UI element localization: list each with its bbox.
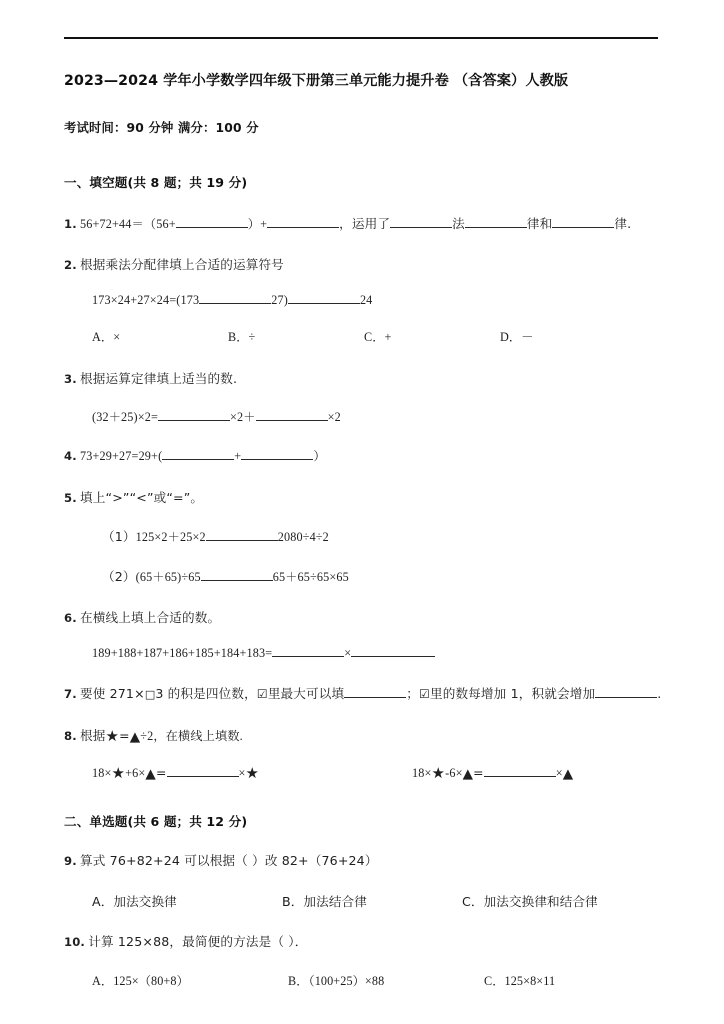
question-1-w2: 律和 [526,215,553,231]
question-1-w1: 法 [452,215,465,231]
question-1-blank-4[interactable] [465,227,527,228]
question-10-option-c[interactable]: C．125×8×11 [484,973,556,988]
question-1-blank-3[interactable] [390,227,452,228]
q8-right-b: -6× [445,765,463,780]
question-3-expr-c: ×2 [327,409,341,424]
triangle-icon: ▲ [129,728,141,745]
question-2-option-b[interactable]: B．÷ [228,329,256,344]
question-2-blank-2[interactable] [288,303,360,304]
question-5-sub-2-blank[interactable] [201,580,273,581]
q8-right-d: × [555,765,563,780]
checked-box-icon-1: ☑ [256,686,268,701]
question-2 [64,254,664,273]
question-8-stem-a: 根据 [80,727,106,743]
question-6-stem: 在横线上填上合适的数。 [80,609,221,625]
q8-left-a: 18× [92,765,112,780]
question-7-text-3: 里最大可以填 [267,685,345,701]
question-1 [64,213,664,232]
document-content [64,72,664,989]
question-1-blank-5[interactable] [552,227,614,228]
question-10-stem: 计算 125×88，最简便的方法是（ ）． [88,933,308,949]
question-5-stem: 填上“>”“<”或“=”。 [80,489,204,505]
question-5-sub-1-right: 2080÷4÷2 [277,529,329,544]
question-4-number: 4. [64,448,77,463]
question-10-options [64,972,664,989]
question-2-options [64,328,664,345]
q8-left-c: = [155,764,167,780]
question-7-text-5: 里的数每增加 1，积就会增加 [429,685,596,701]
question-3-number: 3. [64,371,77,386]
question-6 [64,607,664,626]
question-7-blank-1[interactable] [344,697,406,698]
question-5-sub-1-blank[interactable] [206,540,278,541]
question-7 [64,683,664,702]
question-8-right-expression [412,765,573,781]
question-6-expr-b: × [344,645,352,660]
question-2-number: 2. [64,257,77,272]
question-10-number: 10. [64,934,85,949]
question-9-option-c[interactable]: C．加法交换律和结合律 [462,893,598,909]
question-8-blank-1[interactable] [167,776,239,777]
question-8-stem-c: ÷2，在横线上填数. [140,728,243,743]
question-7-text-2: 3 的积是四位数， [155,685,257,701]
q8-left-b: +6× [125,765,146,780]
question-5-number: 5. [64,490,77,505]
question-6-number: 6. [64,610,77,625]
question-10 [64,931,664,950]
question-3-expression [64,408,664,425]
question-2-option-d[interactable]: D．－ [500,329,534,344]
question-9-option-b[interactable]: B．加法结合律 [282,893,367,909]
question-7-number: 7. [64,686,77,701]
question-1-blank-2[interactable] [267,227,339,228]
q8-left-d: × [238,765,246,780]
triangle-icon: ▲ [145,765,156,782]
question-3 [64,368,664,387]
question-5-sub-2-left: (65＋65)÷65 [135,569,201,584]
triangle-icon: ▲ [462,765,474,782]
question-5-sub-2-label: （2） [102,568,136,584]
question-2-option-c[interactable]: C．+ [364,329,392,344]
question-1-mid1: ）+ [247,216,268,231]
question-9 [64,850,664,869]
question-2-stem: 根据乘法分配律填上合适的运算符号 [80,256,284,272]
question-7-blank-2[interactable] [595,697,657,698]
question-4-blank-2[interactable] [241,459,313,460]
question-3-blank-1[interactable] [158,420,230,421]
question-1-mid2: ，运用了 [339,215,391,231]
page-title: 2023—2024 学年小学数学四年级下册第三单元能力提升卷 （含答案）人教版 [64,73,569,89]
triangle-icon: ▲ [562,765,574,782]
header-rule [64,37,658,39]
question-3-expr-b: ×2＋ [230,409,256,424]
question-7-text-4: ； [406,685,420,701]
question-4-blank-1[interactable] [162,459,234,460]
section-heading-fill-blank: 一、填空题(共 8 题；共 19 分) [64,174,248,190]
question-7-text-6: . [657,685,662,701]
question-5-sub-1-left: 125×2＋25×2 [135,529,206,544]
question-8-stem-b: = [119,727,130,743]
question-3-expr-a: (32＋25)×2= [92,409,159,424]
question-5-sub-1 [64,526,664,545]
question-4-expr-b: + [234,448,242,463]
question-8 [64,725,664,744]
exam-meta: 考试时间：90 分钟 满分：100 分 [64,120,259,135]
q8-right-a: 18× [412,765,432,780]
question-9-option-a[interactable]: A．加法交换律 [92,893,177,909]
question-5-sub-2 [64,566,664,585]
question-9-number: 9. [64,853,77,868]
question-5-sub-2-right: 65＋65÷65×65 [272,569,349,584]
question-9-options [64,891,664,910]
question-3-blank-2[interactable] [256,420,328,421]
question-8-number: 8. [64,728,77,743]
question-10-option-b[interactable]: B．（100+25）×88 [288,973,385,988]
q8-right-c: = [473,764,484,780]
section-heading-single-choice: 二、单选题(共 6 题；共 12 分) [64,813,248,829]
question-8-expressions [64,765,664,781]
empty-box-icon: □ [144,687,156,701]
question-8-left-expression [64,765,412,781]
question-10-option-a[interactable]: A．125×（80+8） [92,973,189,988]
question-5 [64,487,664,506]
question-4 [64,447,664,464]
question-6-expr-a: 189+188+187+186+185+184+183= [92,645,273,660]
question-7-text-1: 要使 271× [79,685,145,701]
star-icon: ★ [111,763,126,782]
question-4-expr-c: ） [313,448,326,463]
question-2-expr-b: 27) [271,292,288,307]
question-2-expression [64,293,664,308]
question-9-stem: 算式 76+82+24 可以根据（ ）改 82+（76+24） [80,852,378,868]
question-3-stem: 根据运算定律填上适当的数. [80,370,238,386]
question-1-lead: 56+72+44＝（56+ [80,216,176,231]
question-2-blank-1[interactable] [199,303,271,304]
question-6-blank-2[interactable] [351,656,435,657]
star-icon: ★ [105,726,120,745]
question-1-number: 1. [64,216,77,231]
question-4-expr-a: 73+29+27=29+( [80,448,163,463]
question-6-expression [64,646,664,661]
checked-box-icon-2: ☑ [419,686,430,701]
star-icon: ★ [245,763,260,782]
question-1-blank-1[interactable] [176,227,248,228]
star-icon: ★ [431,763,446,782]
question-2-expr-a: 173×24+27×24=(173 [92,292,200,307]
question-2-expr-c: 24 [359,292,373,307]
question-2-option-a[interactable]: A．× [92,329,121,344]
question-1-w3: 律. [614,215,632,231]
question-5-sub-1-label: （1） [102,528,136,544]
question-6-blank-1[interactable] [272,656,344,657]
question-8-blank-2[interactable] [484,776,556,777]
